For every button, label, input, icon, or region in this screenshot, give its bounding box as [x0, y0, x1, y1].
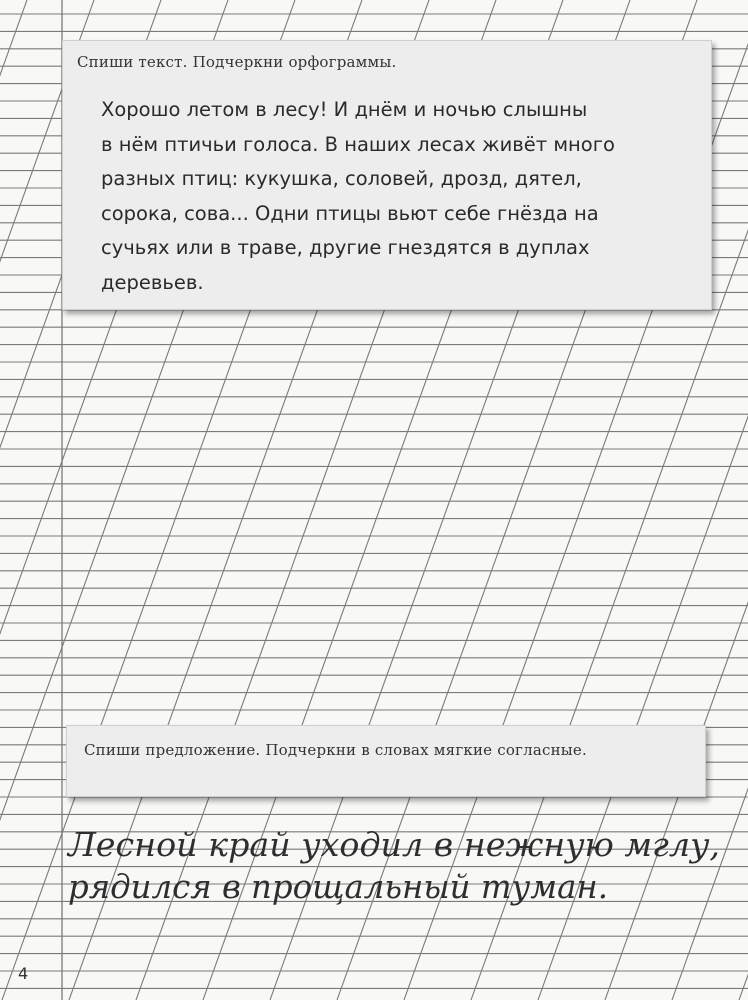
slant-rule: [0, 0, 27, 1000]
handwritten-line-1: Лесной край уходил в нежную мглу,: [65, 825, 721, 864]
page-number: 4: [18, 964, 29, 983]
copy-sentence-task-card: [66, 725, 706, 797]
passage-line: сучьях или в траве, другие гнездятся в дуплах: [101, 236, 590, 260]
task2-instruction: Спиши предложение. Подчеркни в словах мягкие согласные.: [84, 741, 587, 759]
passage-line: разных птиц: кукушка, соловей, дрозд, дятел,: [101, 167, 582, 191]
task1-passage: [101, 93, 701, 301]
handwritten-line-2: рядился в прощальный туман.: [68, 867, 608, 906]
slant-rule: [739, 0, 748, 1000]
passage-line: деревьев.: [101, 270, 204, 294]
passage-line: сорока, сова... Одни птицы вьют себе гнёзда на: [101, 201, 599, 225]
handwritten-sentence: [60, 820, 740, 910]
passage-line: в нём птичьи голоса. В наших лесах живёт много: [101, 132, 615, 156]
copy-text-task-card: [62, 40, 712, 310]
passage-line: Хорошо летом в лесу! И днём и ночью слышны: [101, 98, 588, 121]
task1-instruction: Спиши текст. Подчеркни орфограммы.: [77, 53, 397, 71]
